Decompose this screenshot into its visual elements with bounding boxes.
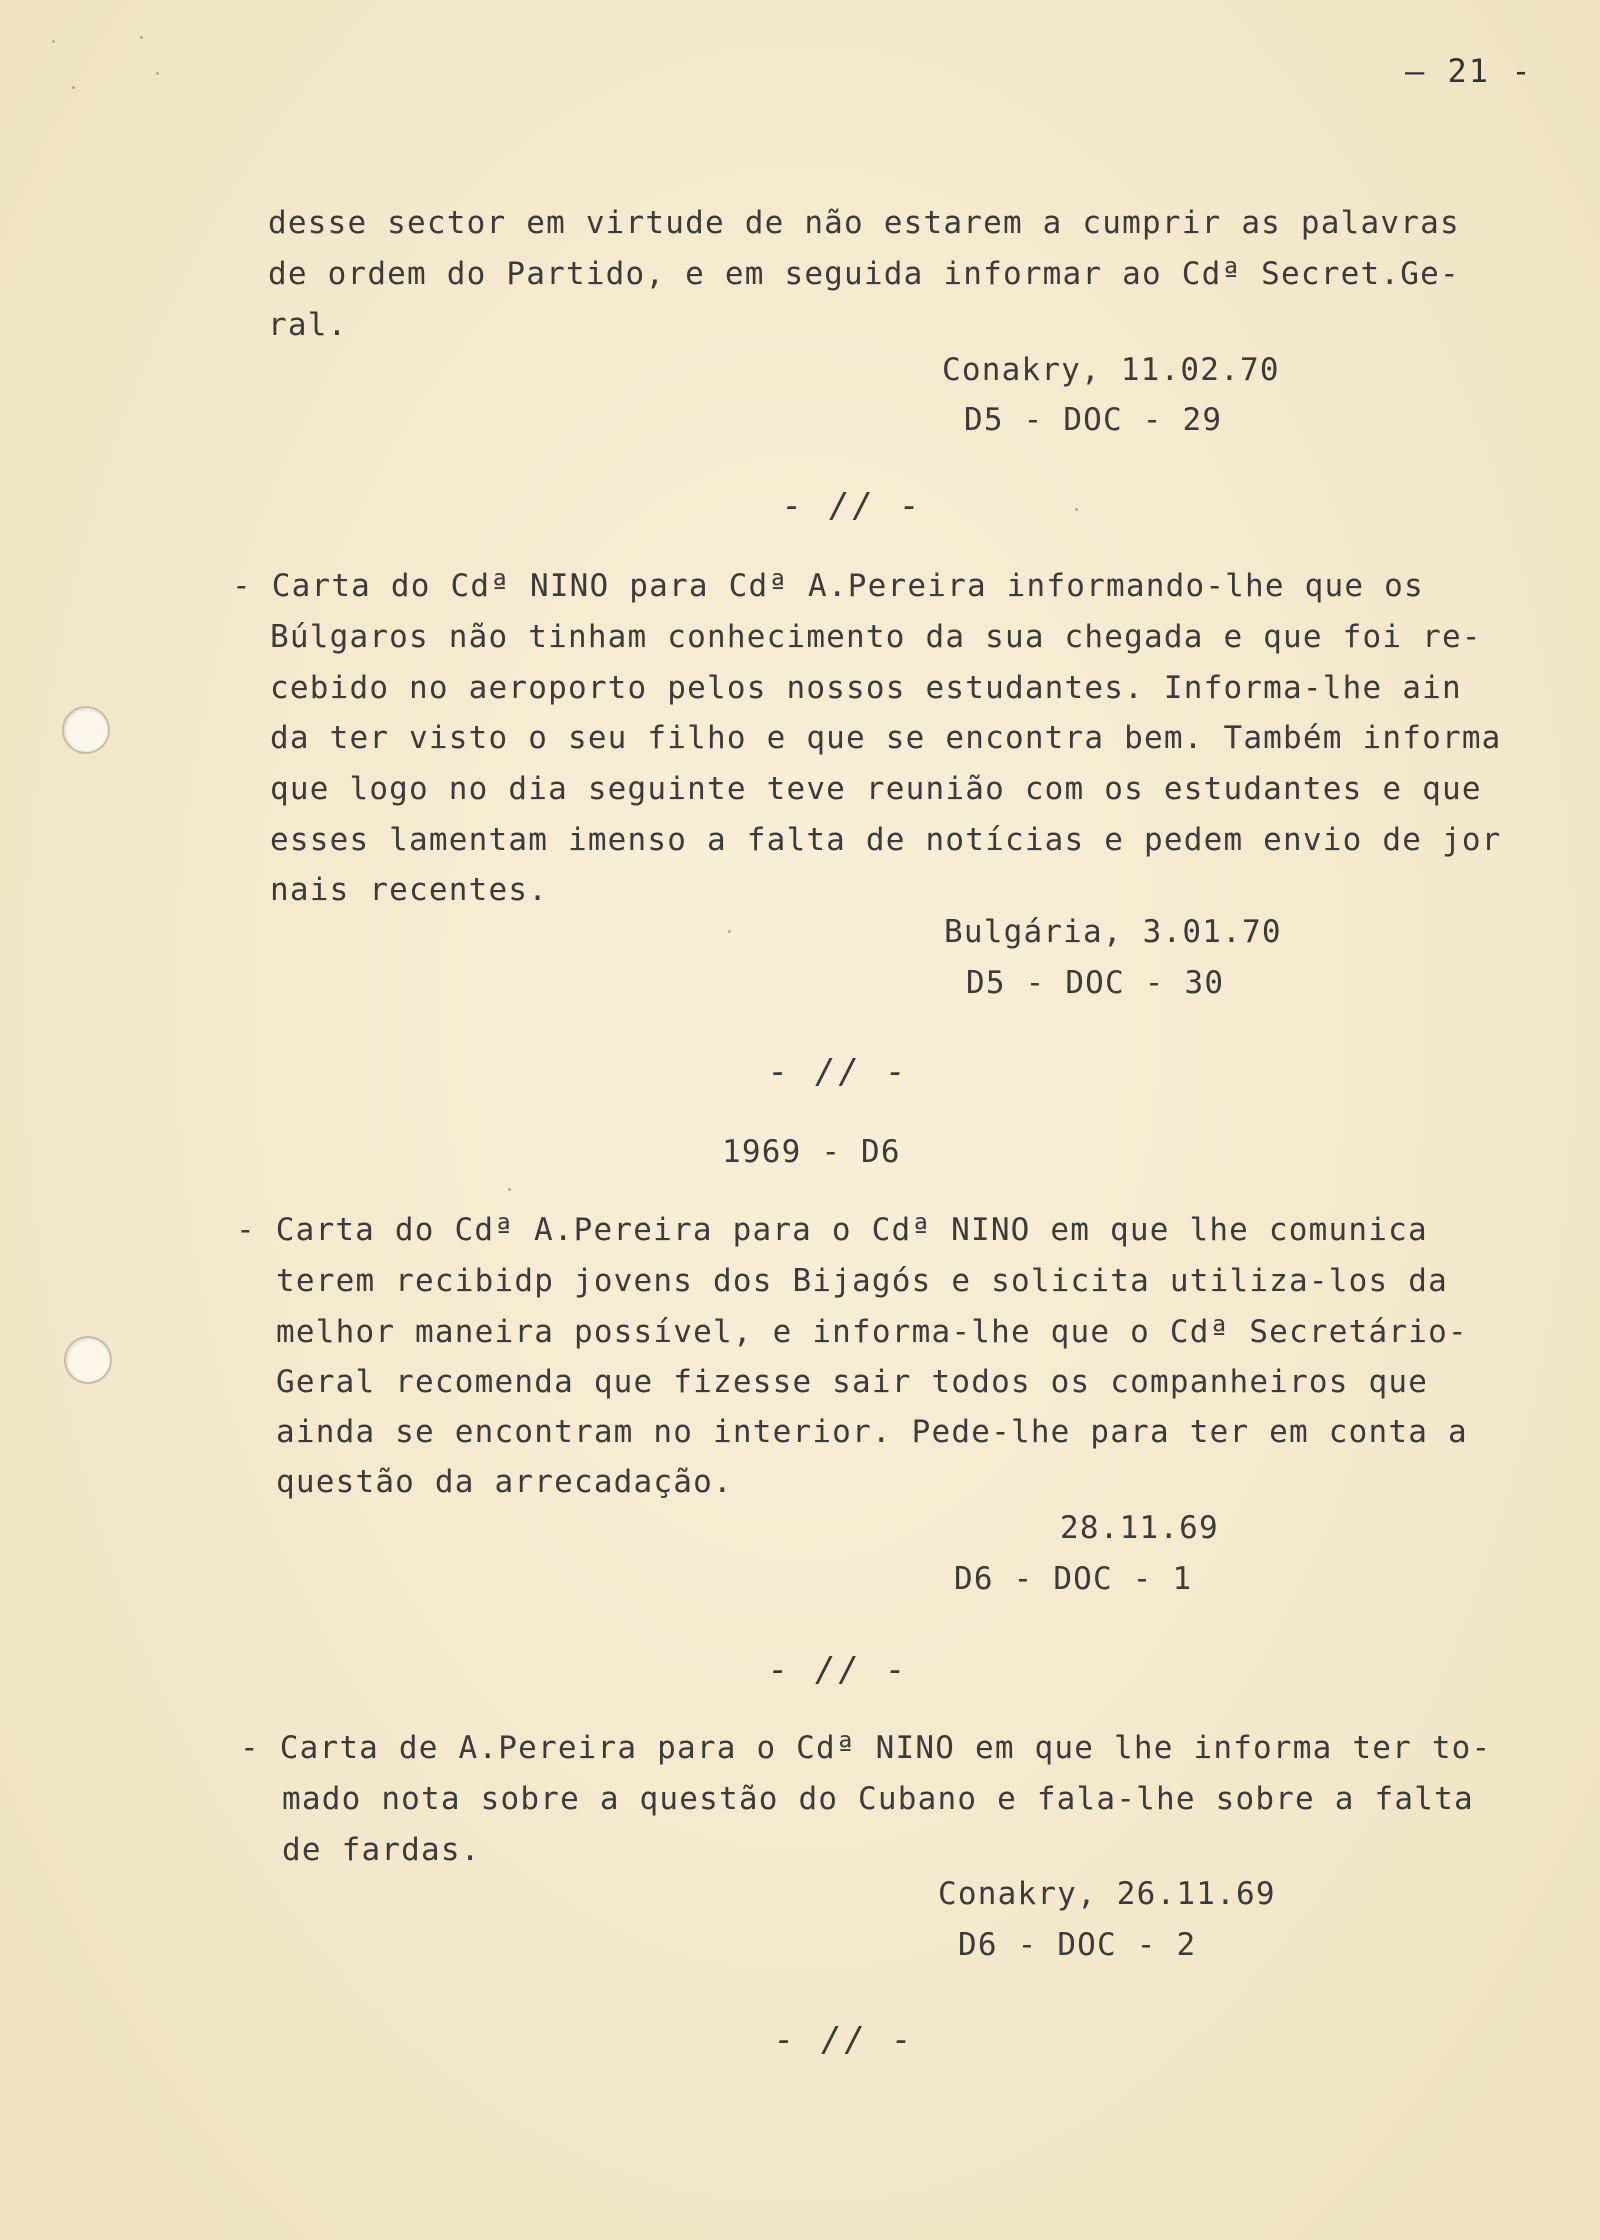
punch-hole-top <box>62 706 110 754</box>
entry-line: Búlgaros não tinham conhecimento da sua chegada e que foi re- <box>270 619 1482 655</box>
punch-hole-bottom <box>64 1336 112 1384</box>
entry-doc-ref: D6 - DOC - 2 <box>958 1927 1197 1963</box>
entry-place-date: 28.11.69 <box>1060 1510 1219 1546</box>
section-heading: 1969 - D6 <box>722 1134 901 1170</box>
paper-speck <box>156 72 159 75</box>
paper-speck <box>508 1188 511 1191</box>
entry-line: cebido no aeroporto pelos nossos estudantes. Informa-lhe ain <box>270 670 1462 706</box>
entry-doc-ref: D5 - DOC - 30 <box>966 965 1225 1001</box>
separator: - // - <box>782 486 923 526</box>
intro-line: de ordem do Partido, e em seguida informar ao Cdª Secret.Ge- <box>268 256 1460 292</box>
entry-doc-ref: D6 - DOC - 1 <box>954 1561 1193 1597</box>
entry-line: questão da arrecadação. <box>276 1464 733 1500</box>
entry-line: ainda se encontram no interior. Pede-lhe para ter em conta a <box>276 1414 1468 1450</box>
paper-speck <box>1075 508 1078 511</box>
intro-line: ral. <box>268 307 348 343</box>
separator: - // - <box>768 1052 909 1092</box>
entry-line: esses lamentam imenso a falta de notícias e pedem envio de jor <box>270 822 1502 858</box>
entry-place-date: Bulgária, 3.01.70 <box>944 914 1282 950</box>
intro-line: desse sector em virtude de não estarem a cumprir as palavras <box>268 205 1460 241</box>
paper-speck <box>52 40 55 43</box>
separator: - // - <box>774 2020 915 2060</box>
entry-line: mado nota sobre a questão do Cubano e fala-lhe sobre a falta <box>282 1781 1474 1817</box>
separator: - // - <box>768 1650 909 1690</box>
entry-line: de fardas. <box>282 1832 481 1868</box>
entry-line: - Carta de A.Pereira para o Cdª NINO em que lhe informa ter to- <box>240 1730 1492 1766</box>
paper-speck <box>72 86 75 89</box>
entry-line: - Carta do Cdª NINO para Cdª A.Pereira informando-lhe que os <box>232 568 1424 604</box>
entry-line: nais recentes. <box>270 872 549 908</box>
entry-line: - Carta do Cdª A.Pereira para o Cdª NINO em que lhe comunica <box>236 1212 1428 1248</box>
intro-doc-ref: D5 - DOC - 29 <box>964 402 1223 438</box>
paper-speck <box>140 36 143 39</box>
intro-place-date: Conakry, 11.02.70 <box>942 352 1280 388</box>
paper-speck <box>728 930 731 933</box>
entry-place-date: Conakry, 26.11.69 <box>938 1876 1276 1912</box>
entry-line: que logo no dia seguinte teve reunião com os estudantes e que <box>270 771 1482 807</box>
entry-line: melhor maneira possível, e informa-lhe que o Cdª Secretário- <box>276 1314 1468 1350</box>
page-number: – 21 - <box>1405 52 1533 90</box>
entry-line: Geral recomenda que fizesse sair todos os companheiros que <box>276 1364 1429 1400</box>
entry-line: terem recibidp jovens dos Bijagós e solicita utiliza-los da <box>276 1263 1448 1299</box>
entry-line: da ter visto o seu filho e que se encontra bem. Também informa <box>270 720 1502 756</box>
